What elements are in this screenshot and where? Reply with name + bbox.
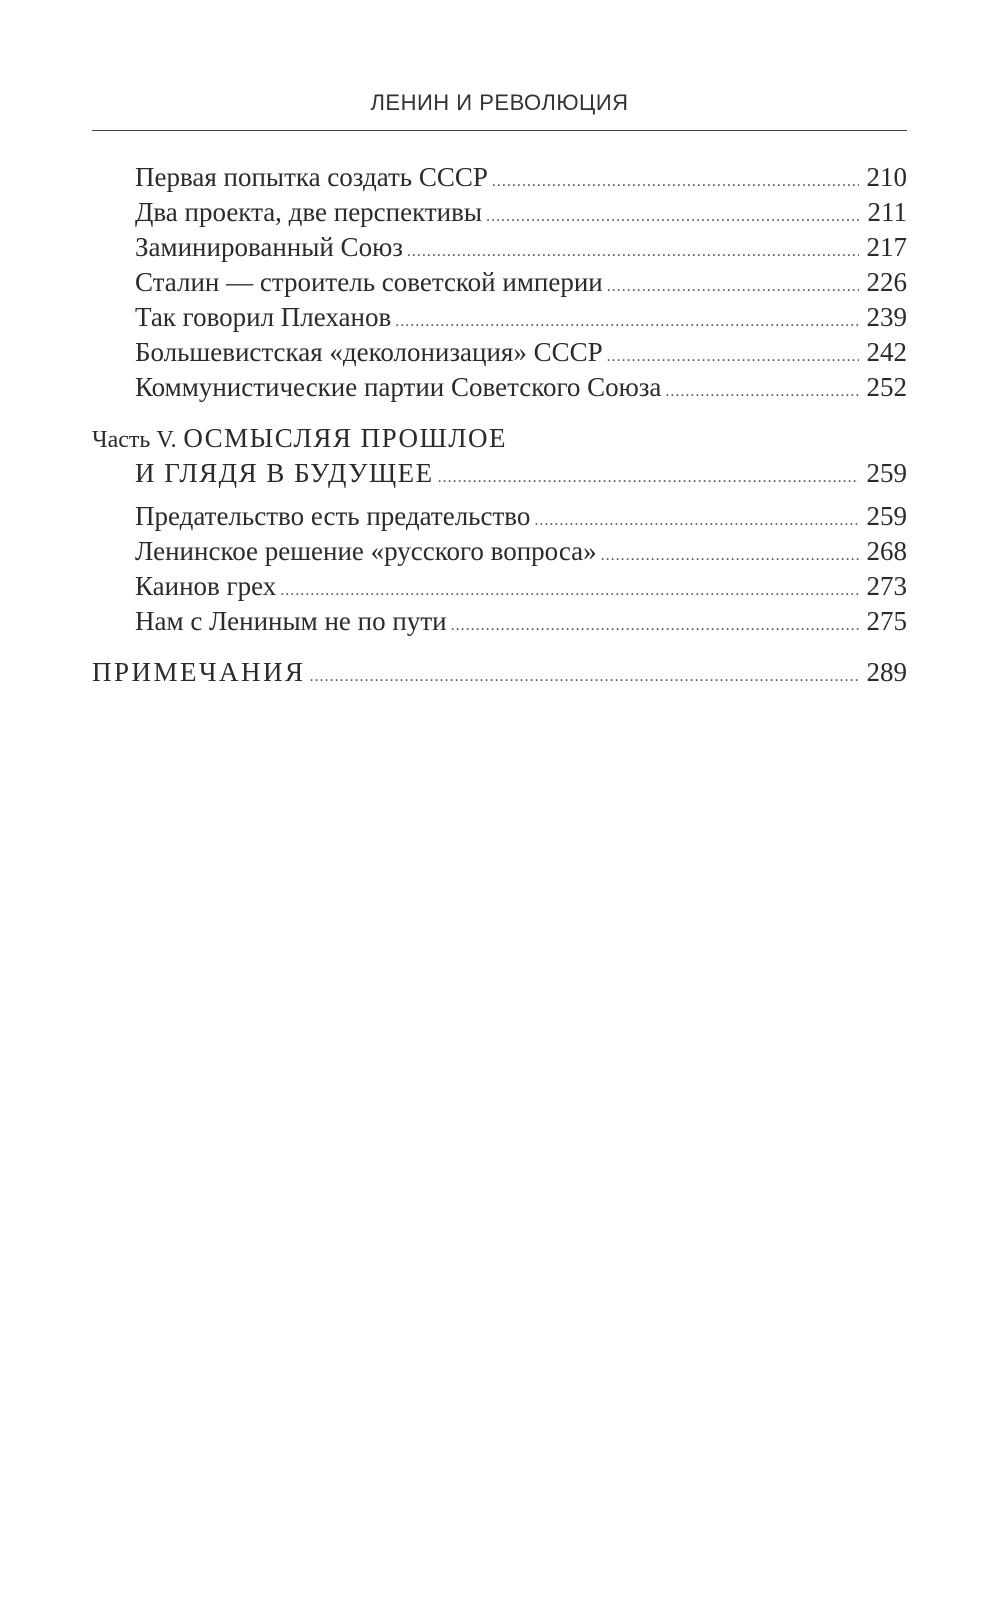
part-title-first-line: ОСМЫСЛЯЯ ПРОШЛОЕ [183, 423, 508, 453]
toc-entry-title: Первая попытка создать СССР [135, 162, 488, 192]
toc-entry-page: 211 [867, 197, 907, 227]
part-title-line1 [92, 421, 907, 456]
toc-entry[interactable] [92, 160, 907, 195]
toc-entry[interactable] [92, 300, 907, 335]
running-head: ЛЕНИН И РЕВОЛЮЦИЯ [370, 90, 629, 115]
leader-dots [438, 460, 859, 495]
toc-entry-page: 239 [866, 302, 907, 332]
toc-entry-page: 210 [866, 162, 907, 192]
toc-entry[interactable] [92, 604, 907, 639]
leader-dots [534, 503, 859, 538]
toc-entry-title: Два проекта, две перспективы [135, 197, 482, 227]
toc-entry-title: Заминированный Союз [135, 232, 403, 262]
header-rule [92, 130, 907, 131]
leader-dots [665, 374, 859, 409]
toc-entry[interactable] [92, 195, 907, 230]
notes-title: ПРИМЕЧАНИЯ [92, 657, 306, 687]
toc-entry-title: Коммунистические партии Советского Союза [135, 372, 662, 402]
toc-entry[interactable] [92, 265, 907, 300]
leader-dots [601, 538, 859, 573]
leader-dots [395, 304, 859, 339]
table-of-contents [92, 160, 907, 690]
part-page: 259 [866, 458, 907, 488]
toc-entry-page: 273 [866, 571, 907, 601]
leader-dots [492, 164, 859, 199]
leader-dots [280, 573, 859, 608]
toc-entry-title: Ленинское решение «русского вопроса» [135, 536, 597, 566]
leader-dots [407, 234, 859, 269]
leader-dots [310, 659, 859, 694]
notes-entry[interactable] [92, 655, 907, 690]
part-title-line2 [92, 456, 907, 491]
toc-entry-page: 226 [866, 267, 907, 297]
toc-entry[interactable] [92, 569, 907, 604]
part-five-heading[interactable] [92, 421, 907, 491]
toc-entry-page: 268 [866, 536, 907, 566]
toc-entry-title: Предательство есть предательство [135, 501, 531, 531]
toc-entry-page: 252 [866, 372, 907, 402]
part-title-second-line: И ГЛЯДЯ В БУДУЩЕЕ [135, 458, 434, 488]
toc-entry-page: 259 [866, 501, 907, 531]
leader-dots [451, 608, 859, 643]
toc-entry[interactable] [92, 335, 907, 370]
toc-entry[interactable] [92, 534, 907, 569]
toc-entry-title: Нам с Лениным не по пути [135, 606, 447, 636]
toc-entry-title: Каинов грех [135, 571, 277, 601]
toc-entry-page: 242 [866, 337, 907, 367]
toc-entry[interactable] [92, 230, 907, 265]
part-label: Часть V. [92, 427, 177, 453]
leader-dots [607, 339, 859, 374]
toc-entry[interactable] [92, 370, 907, 405]
toc-entry-title: Сталин — строитель советской империи [135, 267, 603, 297]
toc-entry-page: 275 [866, 606, 907, 636]
leader-dots [486, 199, 859, 234]
toc-entry-page: 217 [866, 232, 907, 262]
toc-entry[interactable] [92, 499, 907, 534]
toc-entry-title: Так говорил Плеханов [135, 302, 392, 332]
toc-entry-title: Большевистская «деколонизация» СССР [135, 337, 603, 367]
leader-dots [607, 269, 859, 304]
notes-page: 289 [866, 657, 907, 687]
